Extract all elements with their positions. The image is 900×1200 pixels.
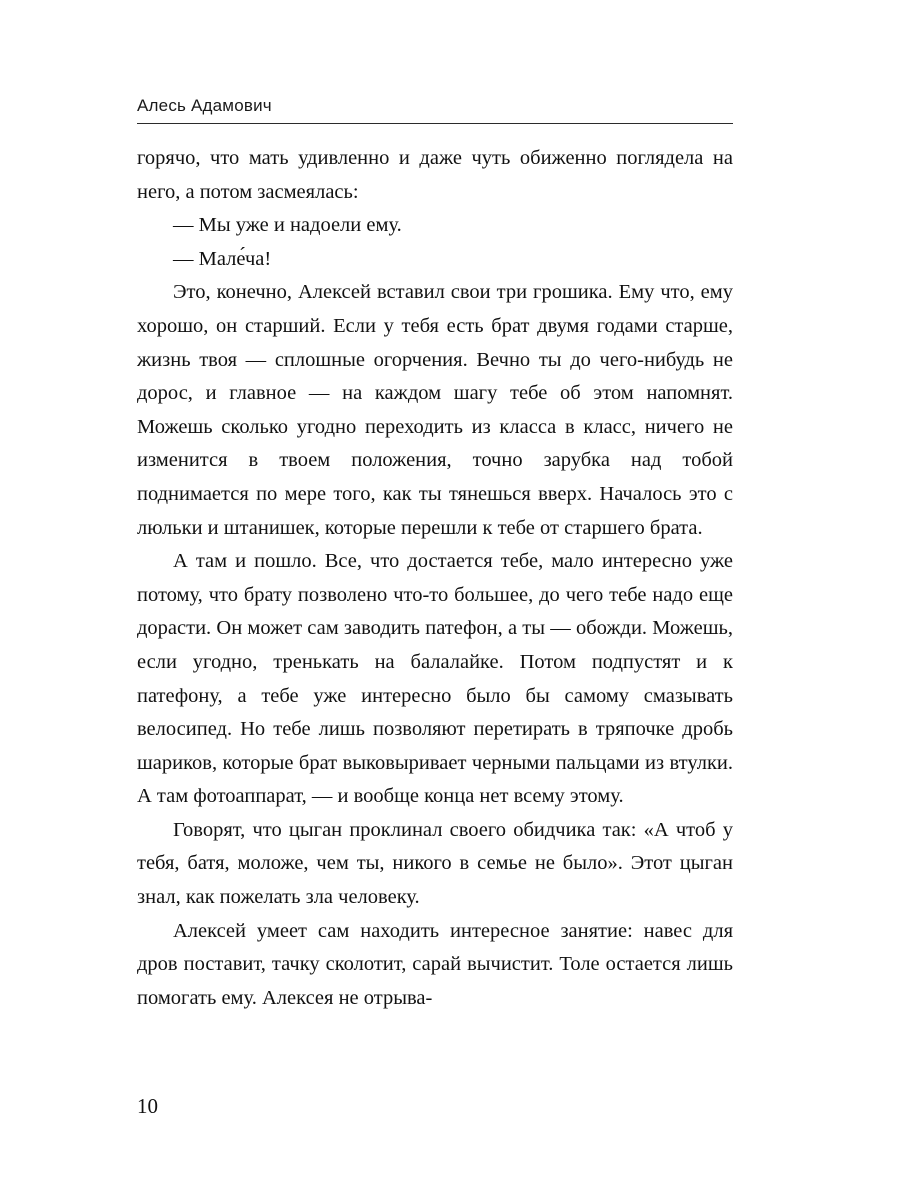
paragraph: Алексей умеет сам находить интересное занятие: навес для дров поставит, тачку сколотит, сарай вычистит. Толе остается лишь помогать ему. Алексея не отрыва- bbox=[137, 919, 733, 1009]
header-divider bbox=[137, 123, 733, 124]
paragraph-dialogue: — Мы уже и надоели ему. bbox=[173, 214, 402, 237]
paragraph: Говорят, что цыган проклинал своего обидчика так: «А чтоб у тебя, батя, моложе, чем ты, никого в семье не было». Этот цыган знал, как пожелать зла человеку. bbox=[137, 818, 733, 909]
page-number: 10 bbox=[137, 1094, 158, 1118]
paragraph: горячо, что мать удивленно и даже чуть обиженно поглядела на него, а потом засмеялась: bbox=[137, 147, 733, 203]
paragraph: Это, конечно, Алексей вставил свои три грошика. Ему что, ему хорошо, он старший. Если у тебя есть брат двумя годами старше, жизнь твоя — сплошные огорчения. Вечно ты до чего-нибудь не дорос, и главное — на каждом шагу тебе об этом напомнят. Можешь сколько угодно переходить из класса в класс, ничего не изменится в твоем положения, точно зарубка над тобой поднимается по мере того, как ты тянешься вверх. Началось это с люльки и штанишек, которые перешли к тебе от старшего брата. bbox=[137, 281, 733, 539]
paragraph: А там и пошло. Все, что достается тебе, мало интересно уже потому, что брату позволено что-то большее, до чего тебе надо еще дорасти. Он может сам заводить патефон, а ты — обожди. Можешь, если угодно, тренькать на балалайке. Потом подпустят и к патефону, а тебе уже интересно было бы самому смазывать велосипед. Но тебе лишь позволяют перетирать в тряпочке дробь шариков, которые брат выковыривает черными пальцами из втулки. А там фотоаппарат, — и вообще конца нет всему этому. bbox=[137, 550, 733, 808]
paragraph-dialogue: — Мале́ча! bbox=[173, 247, 272, 270]
page-content bbox=[137, 96, 733, 1015]
body-text bbox=[137, 142, 733, 1015]
running-head-author: Алесь Адамович bbox=[137, 96, 272, 115]
